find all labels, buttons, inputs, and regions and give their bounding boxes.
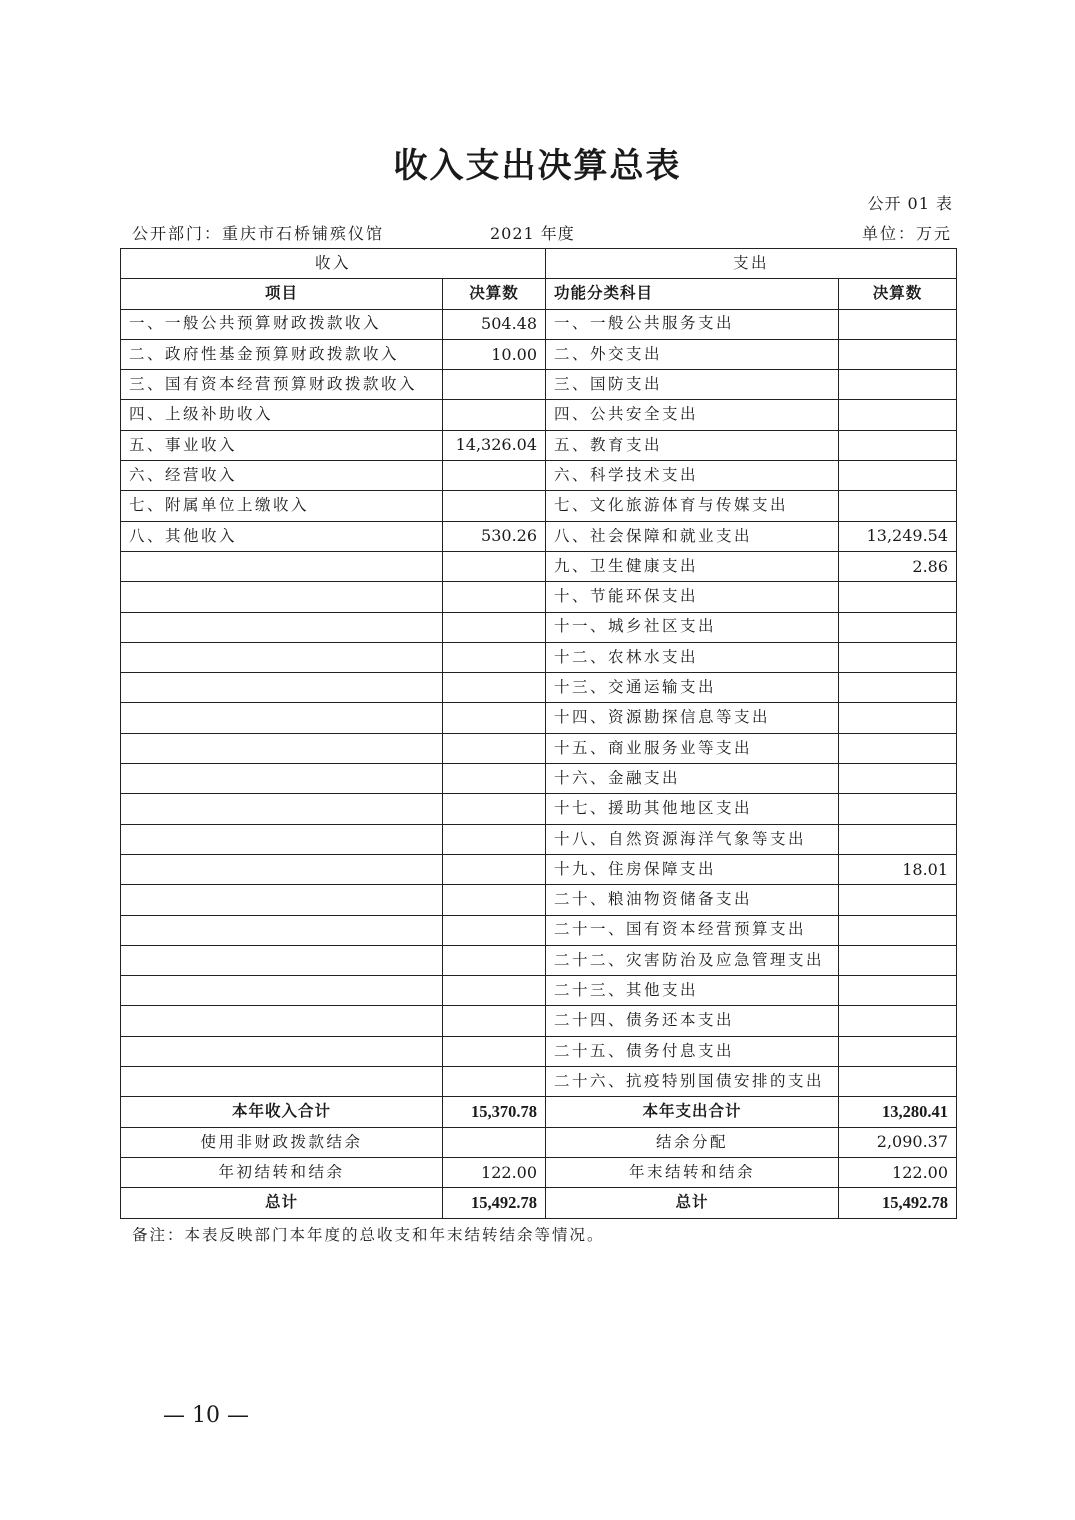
income-amount-cell [443,703,546,733]
income-item-cell [121,551,443,581]
summary-expense-label: 结余分配 [546,1127,839,1157]
income-amount-cell: 504.48 [443,309,546,339]
income-item-cell: 五、事业收入 [121,430,443,460]
income-amount-cell [443,854,546,884]
unit-label: 单位：万元 [861,224,952,243]
expense-amount-cell [839,673,957,703]
income-amount-cell: 10.00 [443,339,546,369]
expense-amount-cell: 2.86 [839,551,957,581]
expense-amount-cell [839,885,957,915]
income-item-cell [121,703,443,733]
income-item-cell [121,733,443,763]
table-row [121,612,957,642]
table-row [121,945,957,975]
table-row [121,915,957,945]
expense-amount-cell [839,642,957,672]
income-amount-cell [443,824,546,854]
summary-income-label: 总计 [121,1188,443,1218]
footnote: 备注：本表反映部门本年度的总收支和年末结转结余等情况。 [132,1226,605,1244]
expense-item-cell: 二十五、债务付息支出 [546,1036,839,1066]
expense-item-cell: 九、卫生健康支出 [546,551,839,581]
income-item-cell [121,642,443,672]
expense-amount-cell: 13,249.54 [839,521,957,551]
expense-item-cell: 十四、资源勘探信息等支出 [546,703,839,733]
fiscal-year: 2021 年度 [490,224,575,243]
income-item-cell: 六、经营收入 [121,461,443,491]
income-item-cell [121,1036,443,1066]
income-item-cell [121,1067,443,1097]
table-row [121,430,957,460]
summary-income-amount: 15,370.78 [443,1097,546,1127]
income-amount-header: 决算数 [443,279,546,309]
expense-amount-header: 决算数 [839,279,957,309]
income-amount-cell [443,733,546,763]
summary-expense-label: 本年支出合计 [546,1097,839,1127]
income-section-header: 收入 [121,249,546,279]
income-amount-cell [443,794,546,824]
expense-item-cell: 六、科学技术支出 [546,461,839,491]
expense-item-cell: 二十三、其他支出 [546,976,839,1006]
income-amount-cell [443,582,546,612]
table-row [121,551,957,581]
income-amount-cell [443,885,546,915]
summary-income-amount [443,1127,546,1157]
expense-amount-cell [839,400,957,430]
expense-item-cell: 十七、援助其他地区支出 [546,794,839,824]
income-item-cell: 七、附属单位上缴收入 [121,491,443,521]
expense-amount-cell [839,1006,957,1036]
income-item-cell [121,1006,443,1036]
income-amount-cell [443,764,546,794]
summary-income-label: 使用非财政拨款结余 [121,1127,443,1157]
expense-amount-cell [839,1067,957,1097]
income-amount-cell [443,461,546,491]
summary-expense-label: 总计 [546,1188,839,1218]
expense-item-cell: 七、文化旅游体育与传媒支出 [546,491,839,521]
summary-row [121,1188,957,1218]
table-row [121,673,957,703]
expense-item-cell: 二十四、债务还本支出 [546,1006,839,1036]
summary-income-label: 本年收入合计 [121,1097,443,1127]
income-amount-cell [443,1006,546,1036]
table-row [121,582,957,612]
summary-expense-amount: 15,492.78 [839,1188,957,1218]
income-amount-cell [443,1067,546,1097]
expense-item-cell: 五、教育支出 [546,430,839,460]
table-row [121,854,957,884]
income-amount-cell: 530.26 [443,521,546,551]
expense-amount-cell [839,370,957,400]
expense-item-cell: 八、社会保障和就业支出 [546,521,839,551]
expense-amount-cell [839,824,957,854]
income-item-cell: 四、上级补助收入 [121,400,443,430]
summary-income-label: 年初结转和结余 [121,1157,443,1187]
income-amount-cell [443,945,546,975]
expense-amount-cell [839,309,957,339]
expense-amount-cell [839,915,957,945]
expense-amount-cell [839,976,957,1006]
income-item-cell [121,854,443,884]
income-item-cell [121,582,443,612]
expense-amount-cell [839,945,957,975]
income-amount-cell [443,491,546,521]
table-row [121,824,957,854]
table-row [121,309,957,339]
expense-item-cell: 二、外交支出 [546,339,839,369]
income-amount-cell [443,370,546,400]
form-number: 公开 01 表 [867,194,953,213]
summary-row [121,1127,957,1157]
income-amount-cell [443,642,546,672]
expense-item-cell: 一、一般公共服务支出 [546,309,839,339]
income-item-cell [121,976,443,1006]
table-row [121,1036,957,1066]
table-row [121,521,957,551]
expense-item-cell: 十九、住房保障支出 [546,854,839,884]
expense-amount-cell [839,612,957,642]
table-row [121,642,957,672]
page-title: 收入支出决算总表 [393,146,682,186]
meta-line [132,221,952,243]
table-row [121,733,957,763]
expense-item-cell: 十八、自然资源海洋气象等支出 [546,824,839,854]
income-item-cell [121,885,443,915]
department-label: 公开部门：重庆市石桥铺殡仪馆 [132,224,385,243]
expense-item-cell: 十五、商业服务业等支出 [546,733,839,763]
expense-amount-cell [839,582,957,612]
table-row [121,1067,957,1097]
expense-item-cell: 二十六、抗疫特别国债安排的支出 [546,1067,839,1097]
expense-amount-cell [839,1036,957,1066]
table-row [121,764,957,794]
income-item-header: 项目 [121,279,443,309]
expense-item-cell: 十三、交通运输支出 [546,673,839,703]
table-row [121,400,957,430]
income-item-cell: 八、其他收入 [121,521,443,551]
table-row [121,461,957,491]
expense-item-cell: 二十、粮油物资储备支出 [546,885,839,915]
income-amount-cell [443,612,546,642]
table-row [121,794,957,824]
expense-amount-cell [839,339,957,369]
income-item-cell [121,794,443,824]
expense-amount-cell [839,703,957,733]
expense-amount-cell [839,461,957,491]
expense-amount-cell: 18.01 [839,854,957,884]
expense-item-cell: 四、公共安全支出 [546,400,839,430]
table-row [121,491,957,521]
table-row [121,885,957,915]
budget-table [120,248,957,1219]
table-row [121,703,957,733]
income-item-cell [121,673,443,703]
summary-income-amount: 122.00 [443,1157,546,1187]
expense-amount-cell [839,430,957,460]
expense-item-cell: 十、节能环保支出 [546,582,839,612]
income-amount-cell: 14,326.04 [443,430,546,460]
expense-item-header: 功能分类科目 [546,279,839,309]
expense-amount-cell [839,764,957,794]
expense-section-header: 支出 [546,249,957,279]
income-amount-cell [443,915,546,945]
income-item-cell [121,915,443,945]
expense-item-cell: 二十二、灾害防治及应急管理支出 [546,945,839,975]
summary-income-amount: 15,492.78 [443,1188,546,1218]
expense-item-cell: 二十一、国有资本经营预算支出 [546,915,839,945]
table-row [121,370,957,400]
page-number: — 10 — [163,1403,249,1428]
income-item-cell [121,945,443,975]
expense-amount-cell [839,794,957,824]
expense-amount-cell [839,491,957,521]
income-amount-cell [443,1036,546,1066]
table-row [121,1006,957,1036]
table-row [121,339,957,369]
income-item-cell: 一、一般公共预算财政拨款收入 [121,309,443,339]
income-item-cell [121,612,443,642]
summary-expense-label: 年末结转和结余 [546,1157,839,1187]
expense-amount-cell [839,733,957,763]
income-item-cell: 三、国有资本经营预算财政拨款收入 [121,370,443,400]
summary-row [121,1157,957,1187]
income-amount-cell [443,673,546,703]
summary-expense-amount: 13,280.41 [839,1097,957,1127]
section-header-row [121,249,957,279]
income-amount-cell [443,976,546,1006]
expense-item-cell: 十一、城乡社区支出 [546,612,839,642]
expense-item-cell: 十六、金融支出 [546,764,839,794]
summary-expense-amount: 122.00 [839,1157,957,1187]
summary-expense-amount: 2,090.37 [839,1127,957,1157]
income-item-cell [121,824,443,854]
table-row [121,976,957,1006]
column-header-row [121,279,957,309]
income-amount-cell [443,551,546,581]
summary-row [121,1097,957,1127]
income-item-cell [121,764,443,794]
expense-item-cell: 三、国防支出 [546,370,839,400]
expense-item-cell: 十二、农林水支出 [546,642,839,672]
income-item-cell: 二、政府性基金预算财政拨款收入 [121,339,443,369]
income-amount-cell [443,400,546,430]
